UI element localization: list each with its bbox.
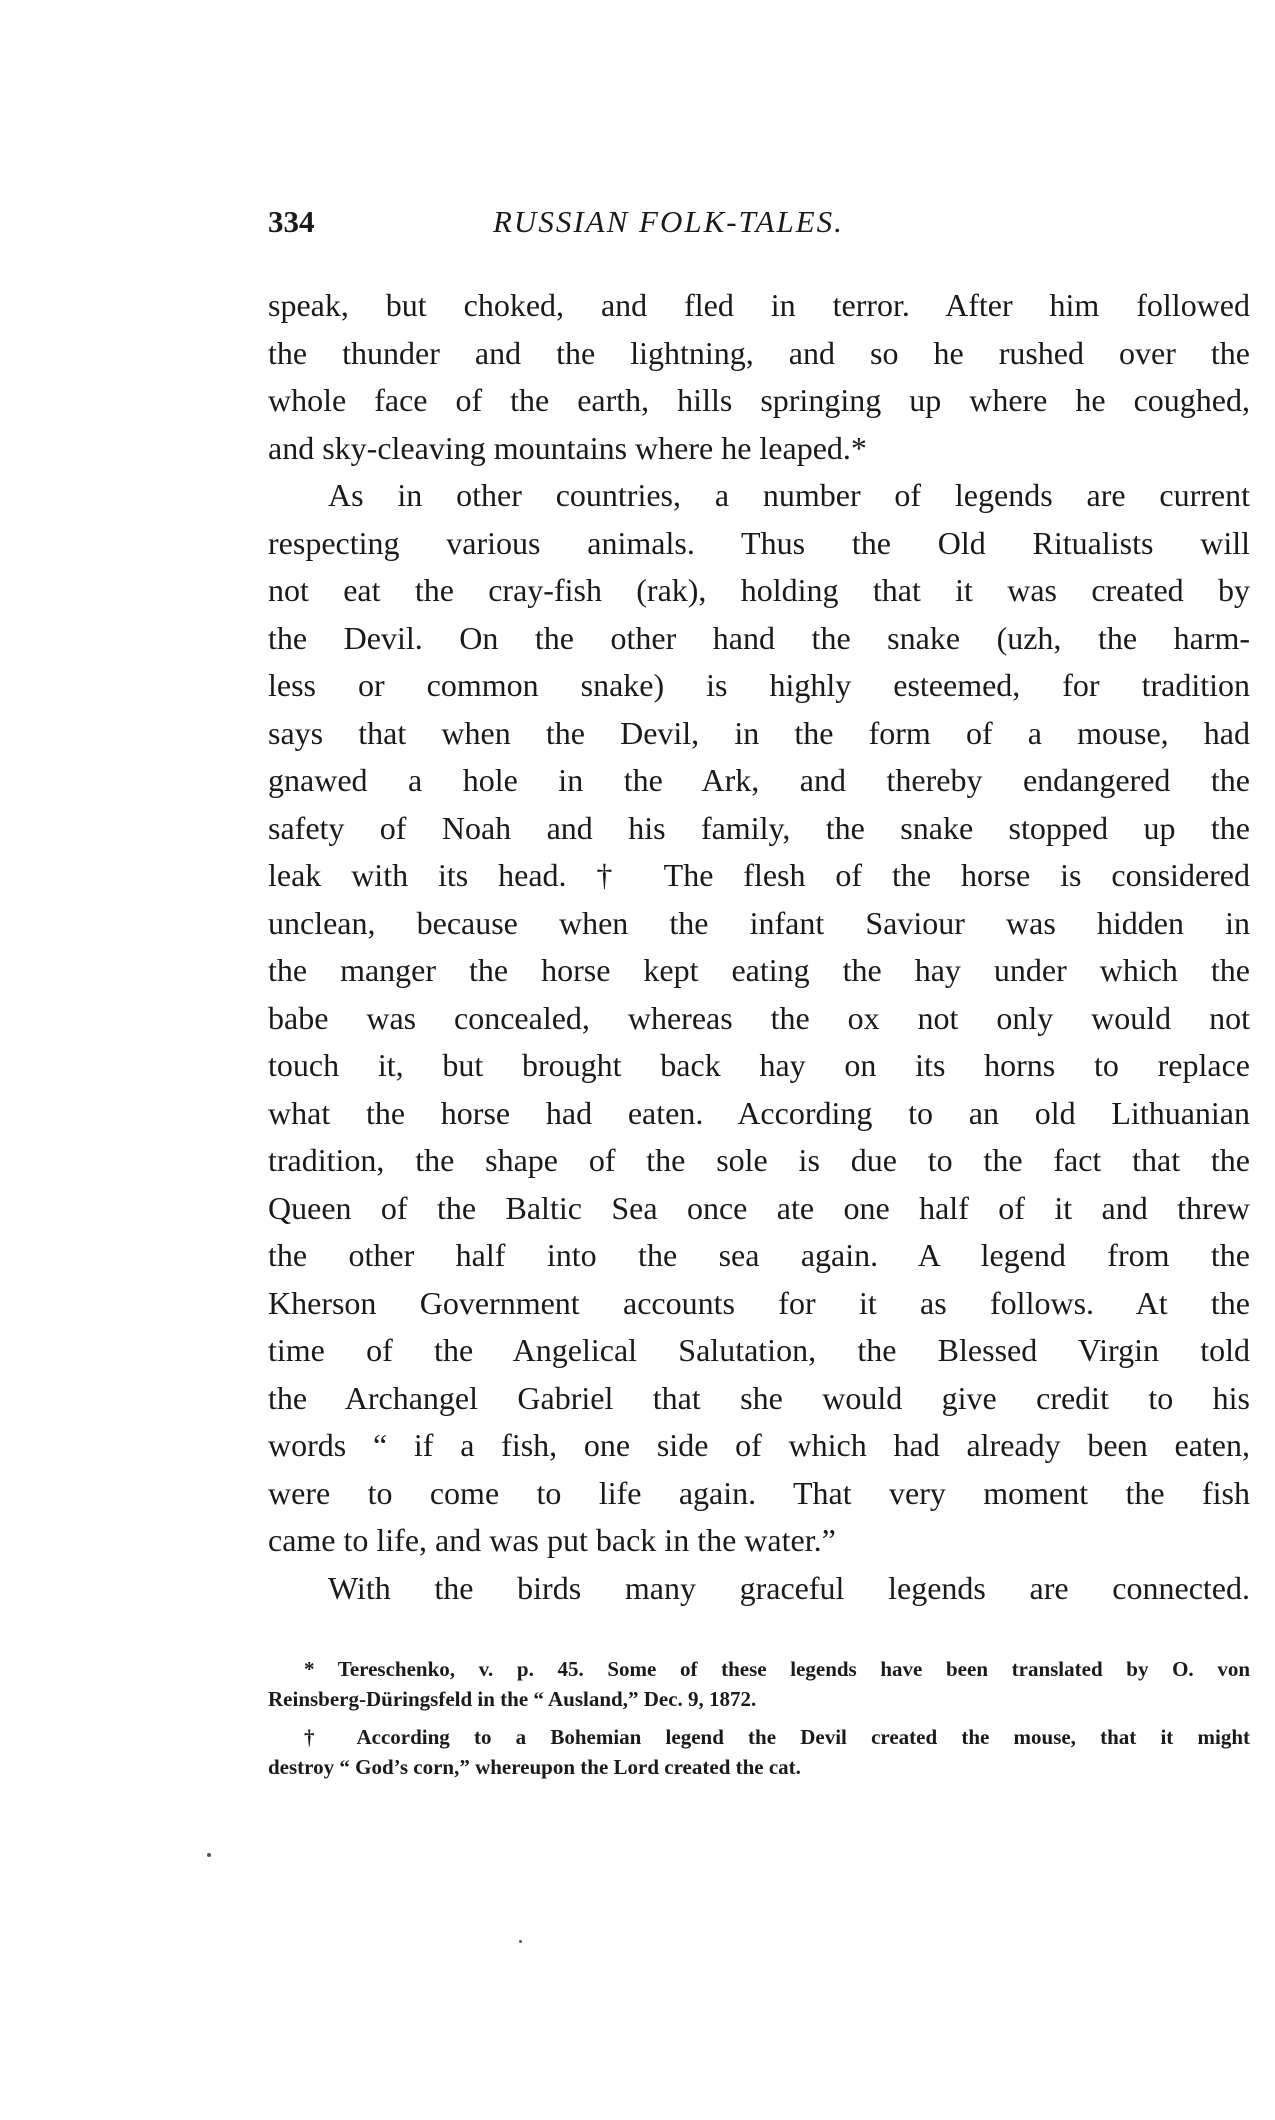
running-title: RUSSIAN FOLK-TALES. <box>493 204 844 239</box>
text-line: the thunder and the lightning, and so he rushed over the <box>268 334 1250 371</box>
text-line: says that when the Devil, in the form of a mouse, had <box>268 714 1250 751</box>
ink-speck <box>519 1940 522 1943</box>
text-line: safety of Noah and his family, the snake stopped up the <box>268 809 1250 846</box>
text-line: whole face of the earth, hills springing up where he coughed, <box>268 382 1250 418</box>
footnote-line: Reinsberg-Düringsfeld in the “ Ausland,” Dec. 9, 1872. <box>268 1687 757 1711</box>
text-line: less or common snake) is highly esteemed, for tradition <box>268 667 1250 703</box>
footnote-line: * Tereschenko, v. p. 45. Some of these legends have been translated by O. von <box>304 1657 1250 1681</box>
text-line: the manger the horse kept eating the hay under which the <box>268 952 1250 988</box>
ink-speck <box>207 1853 211 1857</box>
text-line: were to come to life again. That very moment the fish <box>268 1474 1250 1511</box>
text-line: words “ if a fish, one side of which had already been eaten, <box>268 1427 1250 1463</box>
text-line: and sky-cleaving mountains where he leaped.* <box>268 429 867 466</box>
page-number: 334 <box>268 204 315 239</box>
text-line: gnawed a hole in the Ark, and thereby endangered the <box>268 762 1250 798</box>
footnotes <box>268 1654 1250 1782</box>
running-head <box>268 204 1268 248</box>
text-line: speak, but choked, and fled in terror. After him followed <box>268 287 1250 323</box>
text-line: the Devil. On the other hand the snake (uzh, the harm- <box>268 619 1250 656</box>
text-line: the other half into the sea again. A legend from the <box>268 1237 1250 1273</box>
text-line: tradition, the shape of the sole is due to the fact that the <box>268 1142 1250 1178</box>
footnote-line: † According to a Bohemian legend the Devil created the mouse, that it might <box>304 1725 1250 1749</box>
text-line: babe was concealed, whereas the ox not only would not <box>268 999 1250 1036</box>
text-line: the Archangel Gabriel that she would give credit to his <box>268 1379 1250 1416</box>
text-line: Kherson Government accounts for it as follows. At the <box>268 1284 1250 1321</box>
text-line: respecting various animals. Thus the Old Ritualists will <box>268 524 1250 561</box>
body-text <box>268 282 1250 1612</box>
text-line: leak with its head. † The flesh of the horse is considered <box>268 857 1250 893</box>
text-line: what the horse had eaten. According to an old Lithuanian <box>268 1094 1250 1131</box>
text-line: came to life, and was put back in the water.” <box>268 1522 836 1558</box>
text-line: touch it, but brought back hay on its horns to replace <box>268 1047 1250 1083</box>
text-line: Queen of the Baltic Sea once ate one half of it and threw <box>268 1189 1250 1226</box>
footnote-line: destroy “ God’s corn,” whereupon the Lord created the cat. <box>268 1755 801 1779</box>
text-line: With the birds many graceful legends are connected. <box>328 1569 1250 1606</box>
text-line: time of the Angelical Salutation, the Blessed Virgin told <box>268 1332 1250 1368</box>
text-line: not eat the cray-fish (rak), holding that it was created by <box>268 572 1250 608</box>
text-line: As in other countries, a number of legends are current <box>328 477 1250 513</box>
text-line: unclean, because when the infant Saviour was hidden in <box>268 904 1250 941</box>
